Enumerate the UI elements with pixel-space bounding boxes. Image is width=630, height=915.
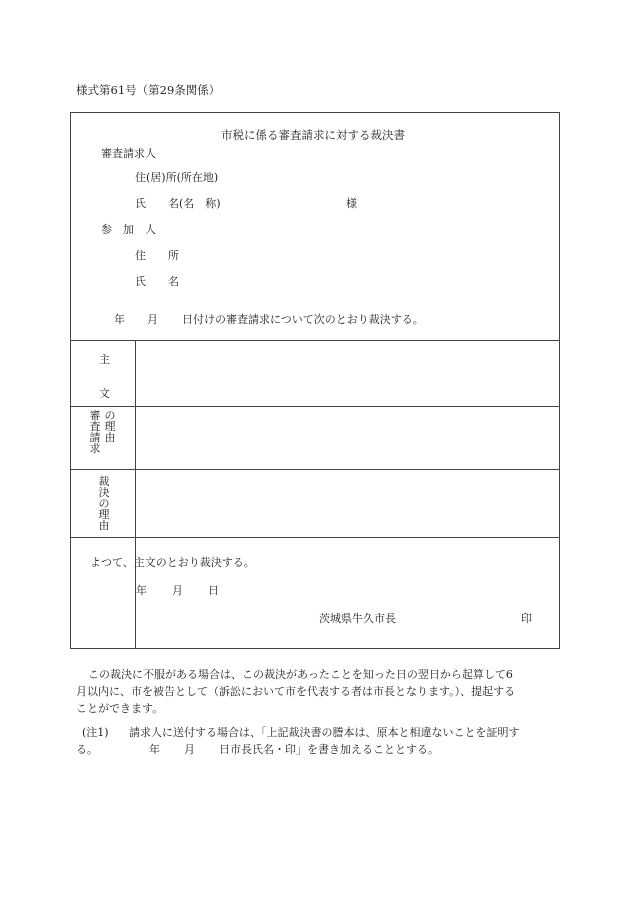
appeal-notice-line: ことができます。 bbox=[76, 702, 164, 715]
ruling-reason-label: 裁決の理由 bbox=[98, 475, 110, 532]
request-reason-label-col2: の理由 bbox=[104, 409, 116, 444]
main-text-label-top: 主 bbox=[99, 353, 110, 366]
ruling-form-box bbox=[70, 112, 560, 649]
date-day: 日 bbox=[208, 584, 219, 597]
form-number: 様式第61号（第29条関係） bbox=[76, 83, 221, 97]
intro-year: 年 bbox=[114, 313, 125, 326]
footnote-label: (注1) bbox=[82, 726, 109, 739]
conclusion-text: よつて、主文のとおり裁決する。 bbox=[90, 556, 255, 569]
participant-name-label: 氏 名 bbox=[135, 275, 179, 288]
footnote-text: 請求人に送付する場合は、「上記裁決書の謄本は、原本と相違ないことを証明す bbox=[129, 726, 520, 739]
participant-address-label: 住 所 bbox=[135, 249, 179, 262]
footnote-year: 年 bbox=[149, 743, 160, 756]
participant-label: 参 加 人 bbox=[101, 223, 156, 236]
divider bbox=[71, 340, 559, 341]
intro-text: 日付けの審査請求について次のとおり裁決する。 bbox=[182, 313, 424, 326]
seal-mark: 印 bbox=[521, 612, 532, 625]
honorific: 様 bbox=[346, 197, 357, 210]
requester-label: 審査請求人 bbox=[101, 147, 156, 160]
divider bbox=[71, 406, 559, 407]
footnote-1 bbox=[76, 724, 556, 758]
footnote-text: 日市長氏名・印」を書き加えることとする。 bbox=[219, 743, 439, 756]
appeal-notice-line: この裁決に不服がある場合は、この裁決があったことを知った日の翌日から起算して6 bbox=[88, 668, 513, 681]
footnote-month: 月 bbox=[184, 743, 195, 756]
label-column-divider bbox=[135, 340, 136, 649]
appeal-notice-line: 月以内に、市を被告として（訴訟において市を代表する者は市長となります。）、提起する bbox=[76, 685, 516, 698]
footnote-text: る。 bbox=[76, 743, 98, 756]
appeal-notice bbox=[76, 666, 556, 717]
divider bbox=[71, 469, 559, 470]
divider bbox=[71, 537, 559, 538]
request-reason-label-col1: 審査請求 bbox=[89, 409, 101, 455]
issuing-authority: 茨城県牛久市長 bbox=[319, 612, 396, 625]
requester-address-label: 住(居)所(所在地) bbox=[135, 171, 219, 184]
date-month: 月 bbox=[172, 584, 183, 597]
main-text-label-bottom: 文 bbox=[99, 387, 110, 400]
intro-month: 月 bbox=[147, 313, 158, 326]
date-year: 年 bbox=[136, 584, 147, 597]
requester-name-label: 氏 名(名 称) bbox=[135, 197, 221, 210]
document-title: 市税に係る審査請求に対する裁決書 bbox=[221, 128, 405, 142]
